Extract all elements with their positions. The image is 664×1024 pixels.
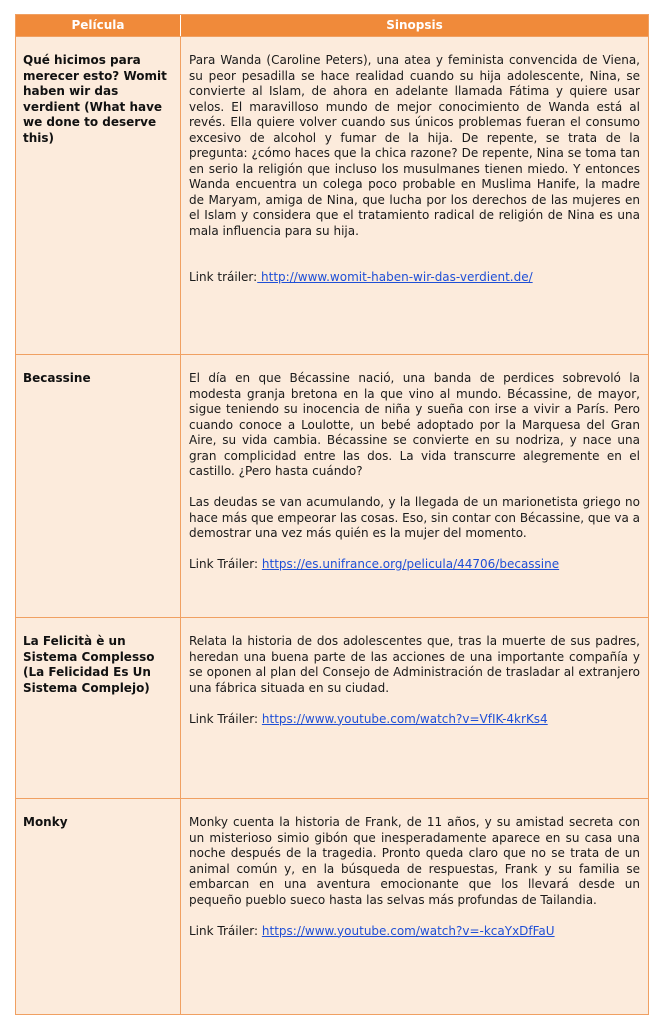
- film-title: La Felicità è un Sistema Complesso (La Felicidad Es Un Sistema Complejo): [16, 618, 181, 798]
- film-synopsis: [181, 799, 648, 1014]
- trailer-label: Link tráiler:: [189, 270, 258, 284]
- trailer-label: Link Tráiler:: [189, 923, 259, 938]
- trailer-link[interactable]: https://www.youtube.com/watch?v=VfIK-4krKs4: [261, 711, 548, 726]
- film-synopsis: [181, 355, 648, 617]
- trailer-line: [189, 924, 640, 940]
- synopsis-paragraph: Las deudas se van acumulando, y la llegada de un marionetista griego no hace más que empeorar las cosas. Eso, sin contar con Bécassine, que va a demostrar una vez más quién es la mujer del momento.: [189, 495, 640, 540]
- film-synopsis: [181, 618, 648, 798]
- header-pelicula: Película: [16, 15, 181, 36]
- trailer-link[interactable]: https://www.youtube.com/watch?v=-kcaYxDfFaU: [261, 923, 555, 938]
- table-header: [16, 15, 648, 36]
- film-title: Qué hicimos para merecer esto? Womit haben wir das verdient (What have we done to deserve this): [16, 37, 181, 354]
- trailer-link[interactable]: http://www.womit-haben-wir-das-verdient.de/: [257, 270, 533, 284]
- synopsis-paragraph: El día en que Bécassine nació, una banda de perdices sobrevoló la modesta granja bretona en la que vino al mundo. Bécassine, de mayor, sigue teniendo su inocencia de niña y sueña con irse a vivir a París. Pero cuando conoce a Loulotte, un bebé adoptado por la Marquesa del Gran Aire, su vida cambia. Bécassine se convierte en su nodriza, y nace una gran complicidad entre las dos. La vida transcurre alegremente en el castillo. ¿Pero hasta cuándo?: [189, 371, 640, 478]
- trailer-link[interactable]: https://es.unifrance.org/pelicula/44706/becassine: [261, 557, 560, 571]
- film-title: Monky: [16, 799, 181, 1014]
- trailer-line: [189, 712, 640, 728]
- table-row: [16, 617, 648, 798]
- film-synopsis: [181, 37, 648, 354]
- trailer-label: Link Tráiler:: [189, 557, 259, 571]
- trailer-line: [189, 270, 640, 286]
- table-row: [16, 354, 648, 617]
- synopsis-paragraph: Para Wanda (Caroline Peters), una atea y feminista convencida de Viena, su peor pesadilla se hace realidad cuando su hija adolescente, Nina, se convierte al Islam, de ahora en adelante llamada Fátima y quiere usar velos. El maravilloso mundo de mejor conocimiento de Wanda está al revés. Ella quiere volver cuando sus únicos problemas fueran el consumo excesivo de alcohol y fumar de la hija. De repente, se trata de la pregunta: ¿cómo haces que la chica razone? De repente, Nina se toma tan en serio la religión que incluso los musulmanes tienen miedo. Y entonces Wanda encuentra un colega poco probable en Muslima Hanife, la madre de Maryam, amiga de Nina, que lucha por los derechos de las mujeres en el Islam y considera que el tratamiento radical de religión de Nina es una mala influencia para su hija.: [189, 53, 640, 238]
- film-title: Becassine: [16, 355, 181, 617]
- trailer-label: Link Tráiler:: [189, 711, 259, 726]
- synopsis-paragraph: Monky cuenta la historia de Frank, de 11 años, y su amistad secreta con un misterioso simio gibón que inesperadamente aparece en su casa una noche después de la tragedia. Pronto queda claro que no se trata de un animal común y, en la búsqueda de respuestas, Frank y su familia se embarcan en una aventura emocionante que los llevará desde un pequeño pueblo sueco hasta las selvas más profundas de Tailandia.: [189, 815, 640, 907]
- films-table: [15, 14, 649, 1015]
- header-sinopsis: Sinopsis: [386, 18, 443, 32]
- trailer-line: [189, 557, 640, 573]
- synopsis-paragraph: Relata la historia de dos adolescentes que, tras la muerte de sus padres, heredan una buena parte de las acciones de una importante compañía y se oponen al plan del Consejo de Administración de trasladar al extranjero una fábrica situada en su ciudad.: [189, 634, 640, 695]
- table-row: [16, 36, 648, 354]
- table-row: [16, 798, 648, 1014]
